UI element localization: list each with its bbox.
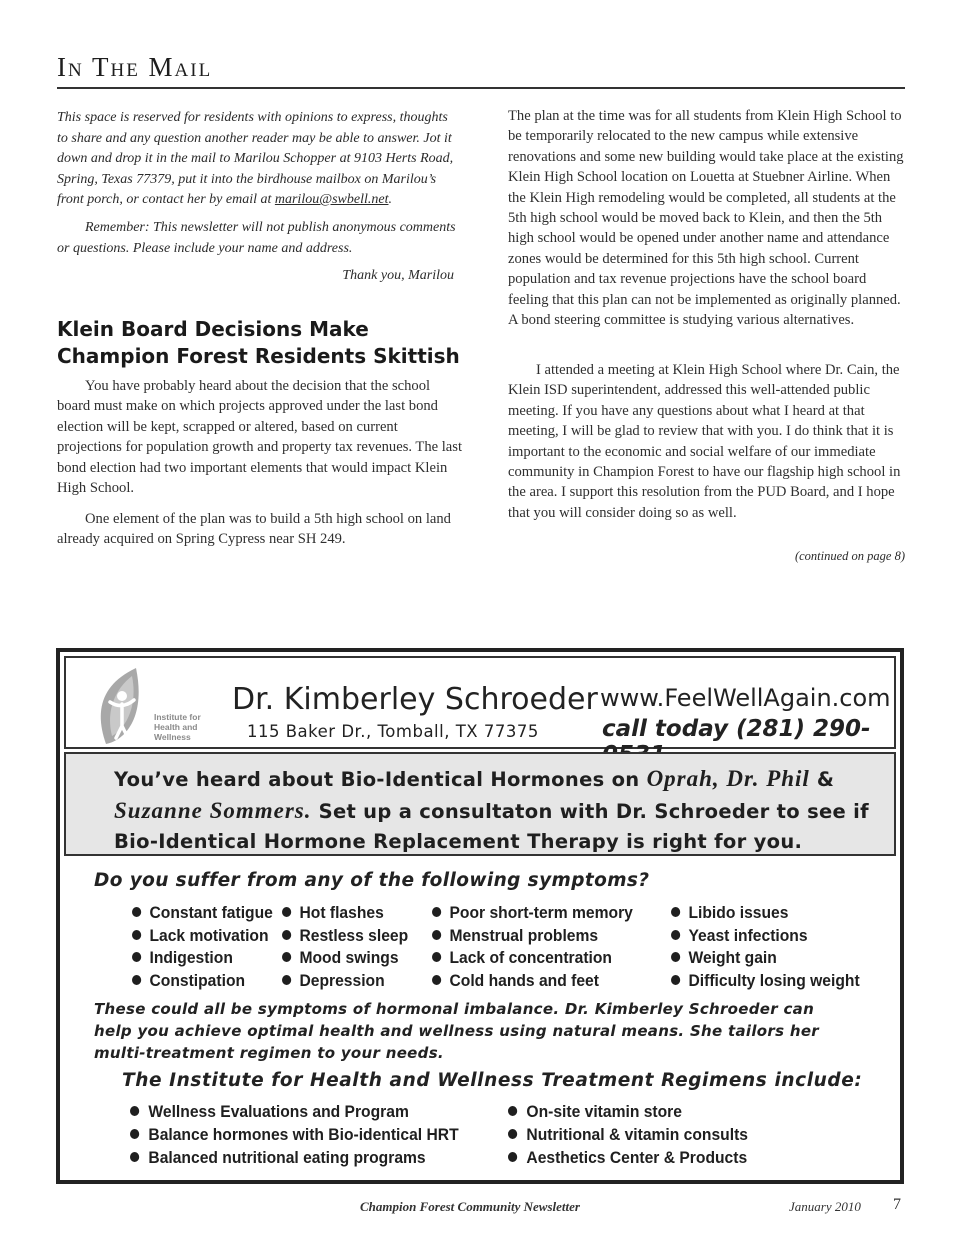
bullet-icon — [508, 1152, 517, 1162]
bullet-icon — [282, 975, 291, 985]
bullet-icon — [282, 952, 291, 962]
list-item: Balance hormones with Bio-identical HRT — [130, 1123, 459, 1146]
doctor-address: 115 Baker Dr., Tomball, TX 77375 — [247, 722, 539, 741]
bullet-icon — [130, 1106, 139, 1116]
bullet-icon — [132, 930, 141, 940]
footer-date: January 2010 — [789, 1199, 861, 1214]
list-item: Restless sleep — [282, 925, 408, 948]
bullet-icon — [432, 952, 441, 962]
bullet-icon — [432, 907, 441, 917]
bullet-icon — [508, 1129, 517, 1139]
bullet-icon — [671, 952, 680, 962]
list-item: Indigestion — [132, 947, 273, 970]
bullet-icon — [130, 1129, 139, 1139]
page-number: 7 — [893, 1196, 901, 1213]
list-item: Hot flashes — [282, 902, 408, 925]
list-item: Balanced nutritional eating programs — [130, 1146, 459, 1169]
ad-header — [64, 656, 896, 749]
list-item: Constant fatigue — [132, 902, 273, 925]
regimens-title: The Institute for Health and Wellness Treatment Regimens include: — [122, 1070, 863, 1091]
list-item: Lack of concentration — [432, 947, 633, 970]
list-item: Aesthetics Center & Products — [508, 1146, 748, 1169]
logo-text: Institute for Health and Wellness — [154, 712, 201, 742]
list-item: Constipation — [132, 970, 273, 993]
bullet-icon — [282, 930, 291, 940]
bullet-icon — [671, 907, 680, 917]
reminder-paragraph: Remember: This newsletter will not publish anonymous comments or questions. Please include your name and address. — [57, 220, 456, 256]
regimen-column — [130, 1100, 459, 1169]
list-item: Difficulty losing weight — [671, 970, 860, 993]
list-item: Weight gain — [671, 947, 860, 970]
bullet-icon — [130, 1152, 139, 1162]
article-paragraph: The plan at the time was for all students from Klein High School to be temporarily relocated to the new campus while extensive renovations and some new building would take place at the existing Klein High School location on Louetta at Stuebner Airline. When the Klein High remodeling would be completed, all students at the 5th high school would be moved back to Klein, and then the 5th high school would be opened under another name and attendance zones would be determined for this 5th high school. Current population and tax revenue projections have the school board feeling that this plan can not be implemented as originally planned. A bond steering committee is studying various alternatives. — [508, 108, 904, 329]
leaf-figure-icon — [92, 666, 150, 748]
bullet-icon — [132, 952, 141, 962]
footer-newsletter-name: Champion Forest Community Newsletter — [360, 1199, 580, 1214]
list-item: On-site vitamin store — [508, 1100, 748, 1123]
list-item: Cold hands and feet — [432, 970, 633, 993]
doctor-name: Dr. Kimberley Schroeder — [232, 682, 598, 717]
intro-paragraph — [57, 108, 457, 211]
hormone-text: You’ve heard about Bio-Identical Hormones on Oprah, Dr. Phil & Suzanne Sommers. Set up a consultaton with Dr. Schroeder to see if Bio-Identical Hormone Replacement Therapy is right for you. — [114, 766, 869, 853]
list-item: Mood swings — [282, 947, 408, 970]
list-item: Yeast infections — [671, 925, 860, 948]
email-link[interactable]: marilou@swbell.net — [274, 192, 389, 207]
symptom-column — [671, 902, 860, 992]
website-link[interactable]: www.FeelWellAgain.com — [600, 684, 891, 712]
list-item: Depression — [282, 970, 408, 993]
article-paragraph: You have probably heard about the decision that the school board must make on which projects approved under the last bond election will be kept, scrapped or altered, based on current projections for population growth and property tax revenues. The last bond election had two important elements that would impact Klein High School. — [57, 378, 463, 497]
bullet-icon — [132, 975, 141, 985]
list-item: Menstrual problems — [432, 925, 633, 948]
list-item: Libido issues — [671, 902, 860, 925]
list-item: Nutritional & vitamin consults — [508, 1123, 748, 1146]
list-item: Poor short-term memory — [432, 902, 633, 925]
bullet-icon — [282, 907, 291, 917]
advertisement — [56, 648, 904, 1184]
symptoms-question: Do you suffer from any of the following symptoms? — [94, 870, 650, 891]
article-paragraph: One element of the plan was to build a 5th high school on land already acquired on Spring Cypress near SH 249. — [57, 511, 451, 548]
symptom-column — [282, 902, 408, 992]
bullet-icon — [671, 975, 680, 985]
symptom-column — [132, 902, 273, 992]
phone-number[interactable]: call today (281) 290- — [602, 716, 871, 742]
list-item: Lack motivation — [132, 925, 273, 948]
intro-end: . — [388, 192, 392, 207]
regimen-column — [508, 1100, 748, 1169]
article-paragraph: I attended a meeting at Klein High School where Dr. Cain, the Klein ISD superintendent, addressed this well-attended public meeting. If you have any questions about what I heard at that meeting, I will be glad to review that with you. I do think that it is important to the economic and social welfare of our immediate community in Champion Forest to have our flagship high school in the area. I support this resolution from the PUD Board, and I hope that you will consider doing so as well. — [508, 362, 901, 521]
bullet-icon — [132, 907, 141, 917]
bullet-icon — [432, 975, 441, 985]
hormone-banner — [64, 752, 896, 856]
section-title: In The Mail — [57, 52, 213, 82]
symptom-column — [432, 902, 633, 992]
article-title: Klein Board Decisions Make Champion Forest Residents Skittish — [57, 317, 460, 368]
continued-note: (continued on page 8) — [794, 549, 905, 563]
header-divider — [57, 87, 905, 89]
bullet-icon — [671, 930, 680, 940]
intro-text: This space is reserved for residents with opinions to express, thoughts to share and any question another reader may be able to answer. Jot it down and drop it in the mail to Marilou Schopper at 9103 Herts Road, Spring, Texas 77379, put it into the birdhouse mailbox on Marilou’s front porch, or contact her by email at — [57, 110, 454, 207]
imbalance-text: These could all be symptoms of hormonal imbalance. Dr. Kimberley Schroeder can help you achieve optimal health and wellness using natural means. She tailors her multi-treatment regimen to your needs. — [94, 1000, 820, 1062]
signoff: Thank you, Marilou — [342, 268, 454, 283]
list-item: Wellness Evaluations and Program — [130, 1100, 459, 1123]
bullet-icon — [508, 1106, 517, 1116]
bullet-icon — [432, 930, 441, 940]
